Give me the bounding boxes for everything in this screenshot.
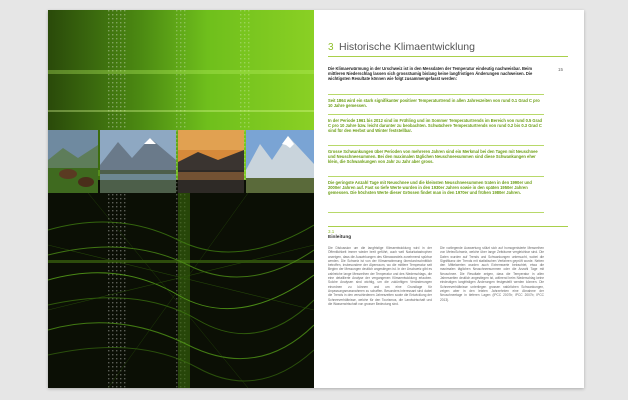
body-column-right: Die vorliegende Auswertung stützt sich auf homogenisierte Messreihen von MeteoSchweiz, welche über lange Zeiträume vergleichbar sind. Die Daten wurden auf Trends und Schwankungen untersucht, wobei die Signifikanz der Trends mit statistischen Verfahren geprüft wurde. Neben den Mittelwerten wurden auch Extremwerte betrachtet, etwa die maximalen täglichen Neuschneesummen oder die Anzahl Tage mit Neuschnee. Die Resultate zeigen, dass die Temperatur in allen Jahreszeiten deutlich angestiegen ist, während beim Niederschlag keine eindeutigen langfristigen Änderungen festgestellt werden können. Die Schneeverhältnisse unterliegen grossen natürlichen Schwankungen, zeigen aber in den letzten Jahrzehnten eine Abnahme der Neuschneetage in tieferen Lagen (IPCC 2007b; IPCC 2007b; IPCC 2013). bbox=[440, 246, 544, 302]
highlight-item: In der Periode 1961 bis 2012 sind im Frühling und im Sommer Temperaturtrends im Bereich von rund 0.5 Grad C pro 10 Jahre bzw. leicht darunter zu beobachten. Schwächere Temperaturtrends von rund 0.2 bis 0.3 Grad C sind für den Herbst und Winter feststellbar. bbox=[328, 118, 542, 134]
snowy-peaks-photo bbox=[246, 130, 314, 193]
section-rule bbox=[328, 226, 568, 227]
left-page-artwork bbox=[48, 10, 314, 388]
section-number: 3.1 bbox=[328, 229, 335, 234]
sunset-lake-photo bbox=[178, 130, 244, 193]
highlight-item: Die geringste Anzahl Tage mit Neuschnee und die kleinsten Neuschneesummen traten in den 1990er und 2000er Jahren auf. Fast so tiefe Werte wurden in den 1930er Jahren sowie in den späten 1950er Jahren gemessen. Die höchsten Werte dieser Grössen findet man in den 1970er und frühen 1980er Jahren. bbox=[328, 180, 532, 196]
photo-strip bbox=[48, 130, 314, 193]
chapter-number: 3 bbox=[328, 42, 334, 53]
magazine-spread bbox=[48, 10, 584, 388]
highlight-divider bbox=[328, 212, 544, 213]
chapter-title: Historische Klimaentwicklung bbox=[339, 41, 475, 53]
chapter-rule bbox=[328, 56, 568, 57]
lead-paragraph: Die Klimaerwärmung in der Urschweiz ist in den Messdaten der Temperatur eindeutig nachweisbar. Beim mittleren Niederschlag lassen sich grossräumig bislang keine langfristigen Änderungen nachweisen. Die wichtigsten Resultate können wie folgt zusammengefasst werden: bbox=[328, 66, 533, 82]
digital-grid-artwork bbox=[48, 10, 314, 388]
page-number: 15 bbox=[558, 67, 564, 72]
section-title: Einleitung bbox=[328, 235, 352, 240]
right-page bbox=[314, 10, 584, 388]
highlight-item: Grosse Schwankungen über Perioden von mehreren Jahren sind ein Merkmal bei den Tagen mit Neuschnee und Neuschneesummen. Bei den maximalen täglichen Neuschneesummen sind diese Schwankungen eher klein, die Schwankungen von Jahr zu Jahr aber gross. bbox=[328, 149, 538, 165]
highlight-item: Seit 1864 wird ein stark signifikanter positiver Temperaturtrend in allen Jahreszeiten von rund 0.1 Grad C pro 10 Jahre gemessen. bbox=[328, 98, 540, 109]
highlight-divider bbox=[328, 94, 544, 95]
mountain-lake-photo bbox=[100, 130, 176, 193]
cattle-pasture-photo bbox=[48, 130, 98, 193]
highlight-divider bbox=[328, 176, 544, 177]
highlight-divider bbox=[328, 114, 544, 115]
body-column-left: Die Diskussion um die langfristige Klimaentwicklung wird in der Öffentlichkeit immer wieder breit geführt, auch weil Naturkatastrophen anzeigen, dass die Auswirkungen des Klimawandels zunehmend spürbar werden. Die Schweiz ist von der Klimaerwärmung überdurchschnittlich betroffen, insbesondere der Alpenraum, wo die mittlere Temperatur seit Beginn der Messungen deutlich angestiegen ist. In der Urschweiz gibt es zahlreiche lange Messreihen der Temperatur und des Niederschlags, die eine detaillierte Analyse der vergangenen Klimaentwicklung erlauben. Solche Analysen sind wichtig, um die zukünftigen Veränderungen einordnen zu können und um eine Grundlage für Anpassungsmassnahmen zu schaffen. Besonders interessant sind dabei die Trends in den verschiedenen Jahreszeiten sowie die Entwicklung der Schneeverhältnisse, welche für den Tourismus, die Landwirtschaft und die Wasserwirtschaft von grosser Bedeutung sind. bbox=[328, 246, 432, 306]
highlight-divider bbox=[328, 145, 544, 146]
